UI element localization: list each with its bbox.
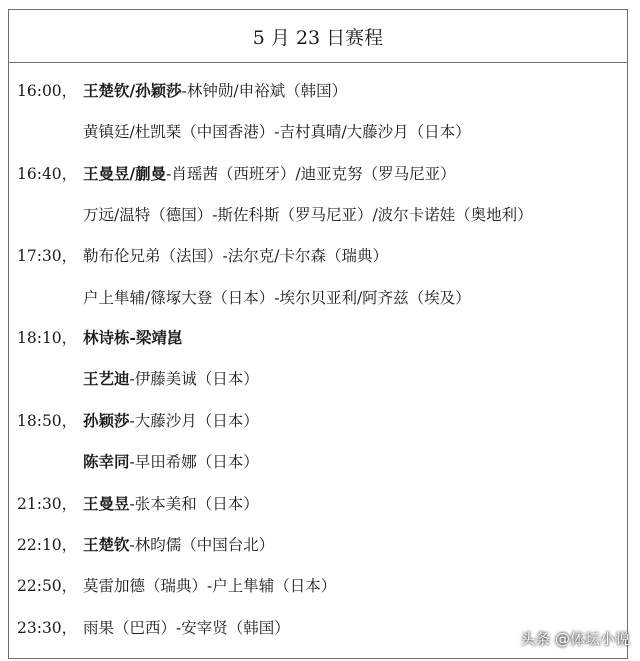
- match-text: [83, 286, 471, 308]
- player-bold: 孙颖莎: [83, 411, 130, 430]
- match-text: [83, 492, 259, 514]
- schedule-line: [9, 285, 627, 309]
- match-detail: -林钟勋/申裕斌（韩国）: [181, 82, 348, 100]
- slot-time: 17:30，: [17, 247, 78, 265]
- match-detail: -张本美和（日本）: [129, 495, 259, 513]
- slot-time: 22:50，: [17, 577, 78, 595]
- match-text: [83, 616, 290, 638]
- slot-time: 23:30，: [17, 619, 78, 637]
- schedule-line: [9, 532, 627, 556]
- match-detail: 黄镇廷/杜凯琹（中国香港）-吉村真晴/大藤沙月（日本）: [83, 123, 471, 141]
- match-detail: -大藤沙月（日本）: [129, 412, 259, 430]
- schedule-line: [9, 161, 627, 185]
- match-detail: -早田希娜（日本）: [129, 453, 259, 471]
- player-bold: 王楚钦/孙颖莎: [83, 81, 182, 100]
- slot-time: 16:00，: [17, 82, 78, 100]
- slot-time: 16:40，: [17, 165, 78, 183]
- watermark: 头条 @体坛小说: [520, 630, 630, 648]
- schedule-line: [9, 366, 627, 390]
- player-bold: 王曼昱/蒯曼: [83, 164, 167, 183]
- player-bold: 林诗栋-梁靖崑: [83, 328, 183, 347]
- match-text: [83, 409, 259, 431]
- schedule-line: [9, 78, 627, 102]
- match-text: [83, 367, 259, 389]
- page-title: 5 月 23 日赛程: [9, 10, 627, 63]
- match-text: [83, 574, 336, 596]
- schedule-line: [9, 243, 627, 267]
- match-detail: -伊藤美诚（日本）: [129, 370, 259, 388]
- schedule-line: [9, 491, 627, 515]
- match-detail: 勒布伦兄弟（法国）-法尔克/卡尔森（瑞典）: [83, 247, 388, 265]
- match-text: [83, 203, 533, 225]
- match-text: [83, 450, 259, 472]
- match-detail: -肖瑶茜（西班牙）/迪亚克努（罗马尼亚）: [166, 165, 456, 183]
- player-bold: 王曼昱: [83, 494, 130, 513]
- player-bold: 王楚钦: [83, 535, 130, 554]
- slot-time: 18:10，: [17, 329, 78, 347]
- match-text: [83, 533, 274, 555]
- schedule-line: [9, 449, 627, 473]
- slot-time: 21:30，: [17, 495, 78, 513]
- player-bold: 王艺迪: [83, 369, 130, 388]
- slot-time: 18:50，: [17, 412, 78, 430]
- match-detail: -林昀儒（中国台北）: [129, 536, 275, 554]
- schedule-line: [9, 325, 627, 349]
- match-text: [83, 120, 471, 142]
- match-detail: 雨果（巴西）-安宰贤（韩国）: [83, 619, 290, 637]
- match-text: [83, 162, 456, 184]
- schedule-frame: [8, 9, 628, 659]
- schedule-line: [9, 119, 627, 143]
- match-detail: 莫雷加德（瑞典）-户上隼辅（日本）: [83, 577, 337, 595]
- match-detail: 万远/温特（德国）-斯佐科斯（罗马尼亚）/波尔卡诺娃（奥地利）: [83, 206, 533, 224]
- match-text: [83, 79, 347, 101]
- match-detail: 户上隼辅/篠塚大登（日本）-埃尔贝亚利/阿齐兹（埃及）: [83, 289, 471, 307]
- slot-time: 22:10，: [17, 536, 78, 554]
- schedule-line: [9, 202, 627, 226]
- schedule-line: [9, 573, 627, 597]
- match-text: [83, 244, 388, 266]
- schedule-line: [9, 408, 627, 432]
- match-text: [83, 326, 182, 348]
- player-bold: 陈幸同: [83, 452, 130, 471]
